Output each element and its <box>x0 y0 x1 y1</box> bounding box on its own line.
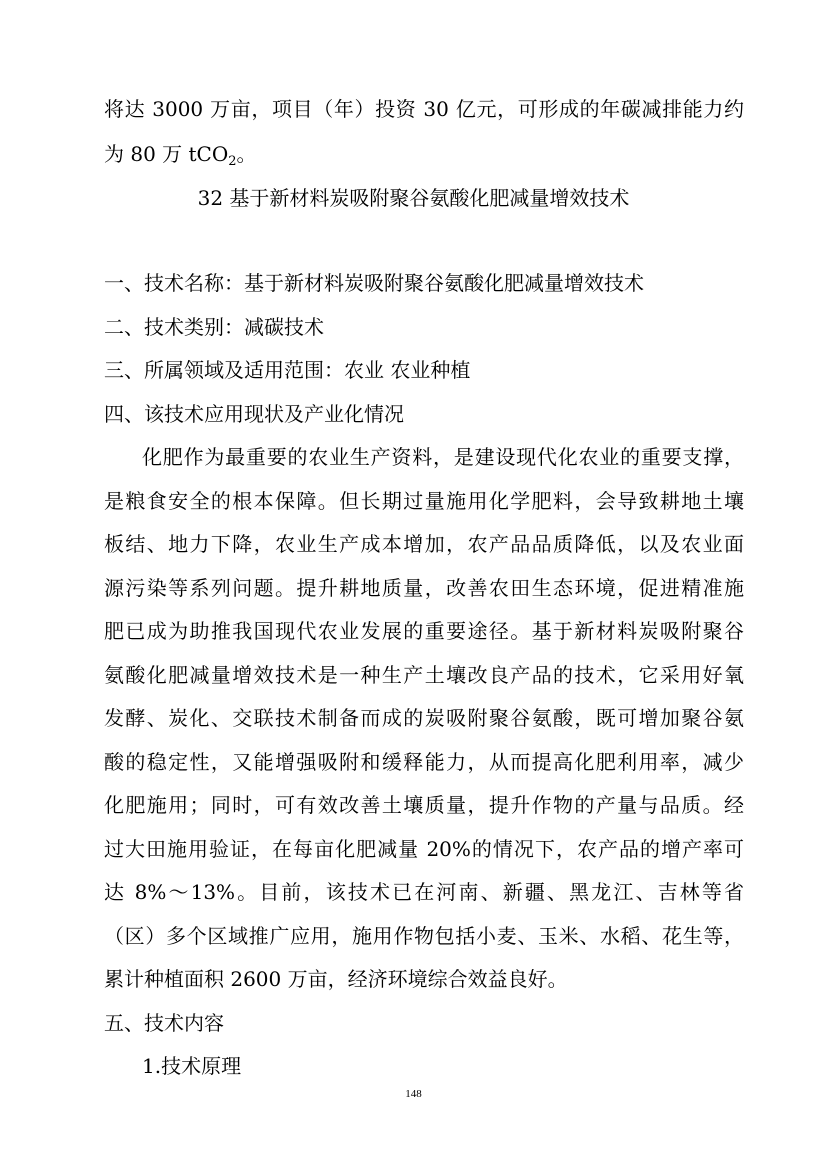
heading-field-scope: 三、所属领域及适用范围：农业 农业种植 <box>104 358 471 382</box>
paragraph-line-5: 肥已成为助推我国现代农业发展的重要途径。基于新材料炭吸附聚谷 <box>104 619 744 643</box>
text-line-2-main: 为 80 万 tCO <box>104 142 229 166</box>
paragraph-line-8: 酸的稳定性，又能增强吸附和缓释能力，从而提高化肥利用率，减少 <box>104 750 744 774</box>
subheading-principle: 1.技术原理 <box>142 1054 242 1078</box>
paragraph-line-10: 过大田施用验证，在每亩化肥减量 20%的情况下，农产品的增产率可 <box>104 837 744 861</box>
paragraph-line-6: 氨酸化肥减量增效技术是一种生产土壤改良产品的技术，它采用好氧 <box>104 663 744 687</box>
paragraph-line-7: 发酵、炭化、交联技术制备而成的炭吸附聚谷氨酸，既可增加聚谷氨 <box>104 706 744 730</box>
paragraph-line-2: 是粮食安全的根本保障。但长期过量施用化学肥料，会导致耕地土壤 <box>104 489 744 513</box>
heading-tech-content: 五、技术内容 <box>104 1011 224 1035</box>
paragraph-line-9: 化肥施用；同时，可有效改善土壤质量，提升作物的产量与品质。经 <box>104 793 744 817</box>
section-title: 32 基于新材料炭吸附聚谷氨酸化肥减量增效技术 <box>197 186 630 210</box>
paragraph-line-3: 板结、地力下降，农业生产成本增加，农产品品质降低，以及农业面 <box>104 532 744 556</box>
text-line-1: 将达 3000 万亩，项目（年）投资 30 亿元，可形成的年碳减排能力约 <box>104 97 744 121</box>
heading-status: 四、该技术应用现状及产业化情况 <box>104 402 404 426</box>
paragraph-line-4: 源污染等系列问题。提升耕地质量，改善农田生态环境，促进精准施 <box>104 576 744 600</box>
page-number: 148 <box>405 1088 422 1100</box>
heading-tech-category: 二、技术类别：减碳技术 <box>104 315 324 339</box>
paragraph-line-11: 达 8%～13%。目前，该技术已在河南、新疆、黑龙江、吉林等省 <box>104 880 744 904</box>
paragraph-line-12: （区）多个区域推广应用，施用作物包括小麦、玉米、水稻、花生等， <box>104 924 744 948</box>
paragraph-line-1: 化肥作为最重要的农业生产资料，是建设现代化农业的重要支撑， <box>142 445 744 469</box>
subscript-2: 2 <box>228 154 237 169</box>
heading-tech-name: 一、技术名称：基于新材料炭吸附聚谷氨酸化肥减量增效技术 <box>104 271 644 295</box>
paragraph-line-13: 累计种植面积 2600 万亩，经济环境综合效益良好。 <box>104 967 568 991</box>
text-line-2 <box>104 141 744 167</box>
text-line-2-end: 。 <box>236 142 257 166</box>
